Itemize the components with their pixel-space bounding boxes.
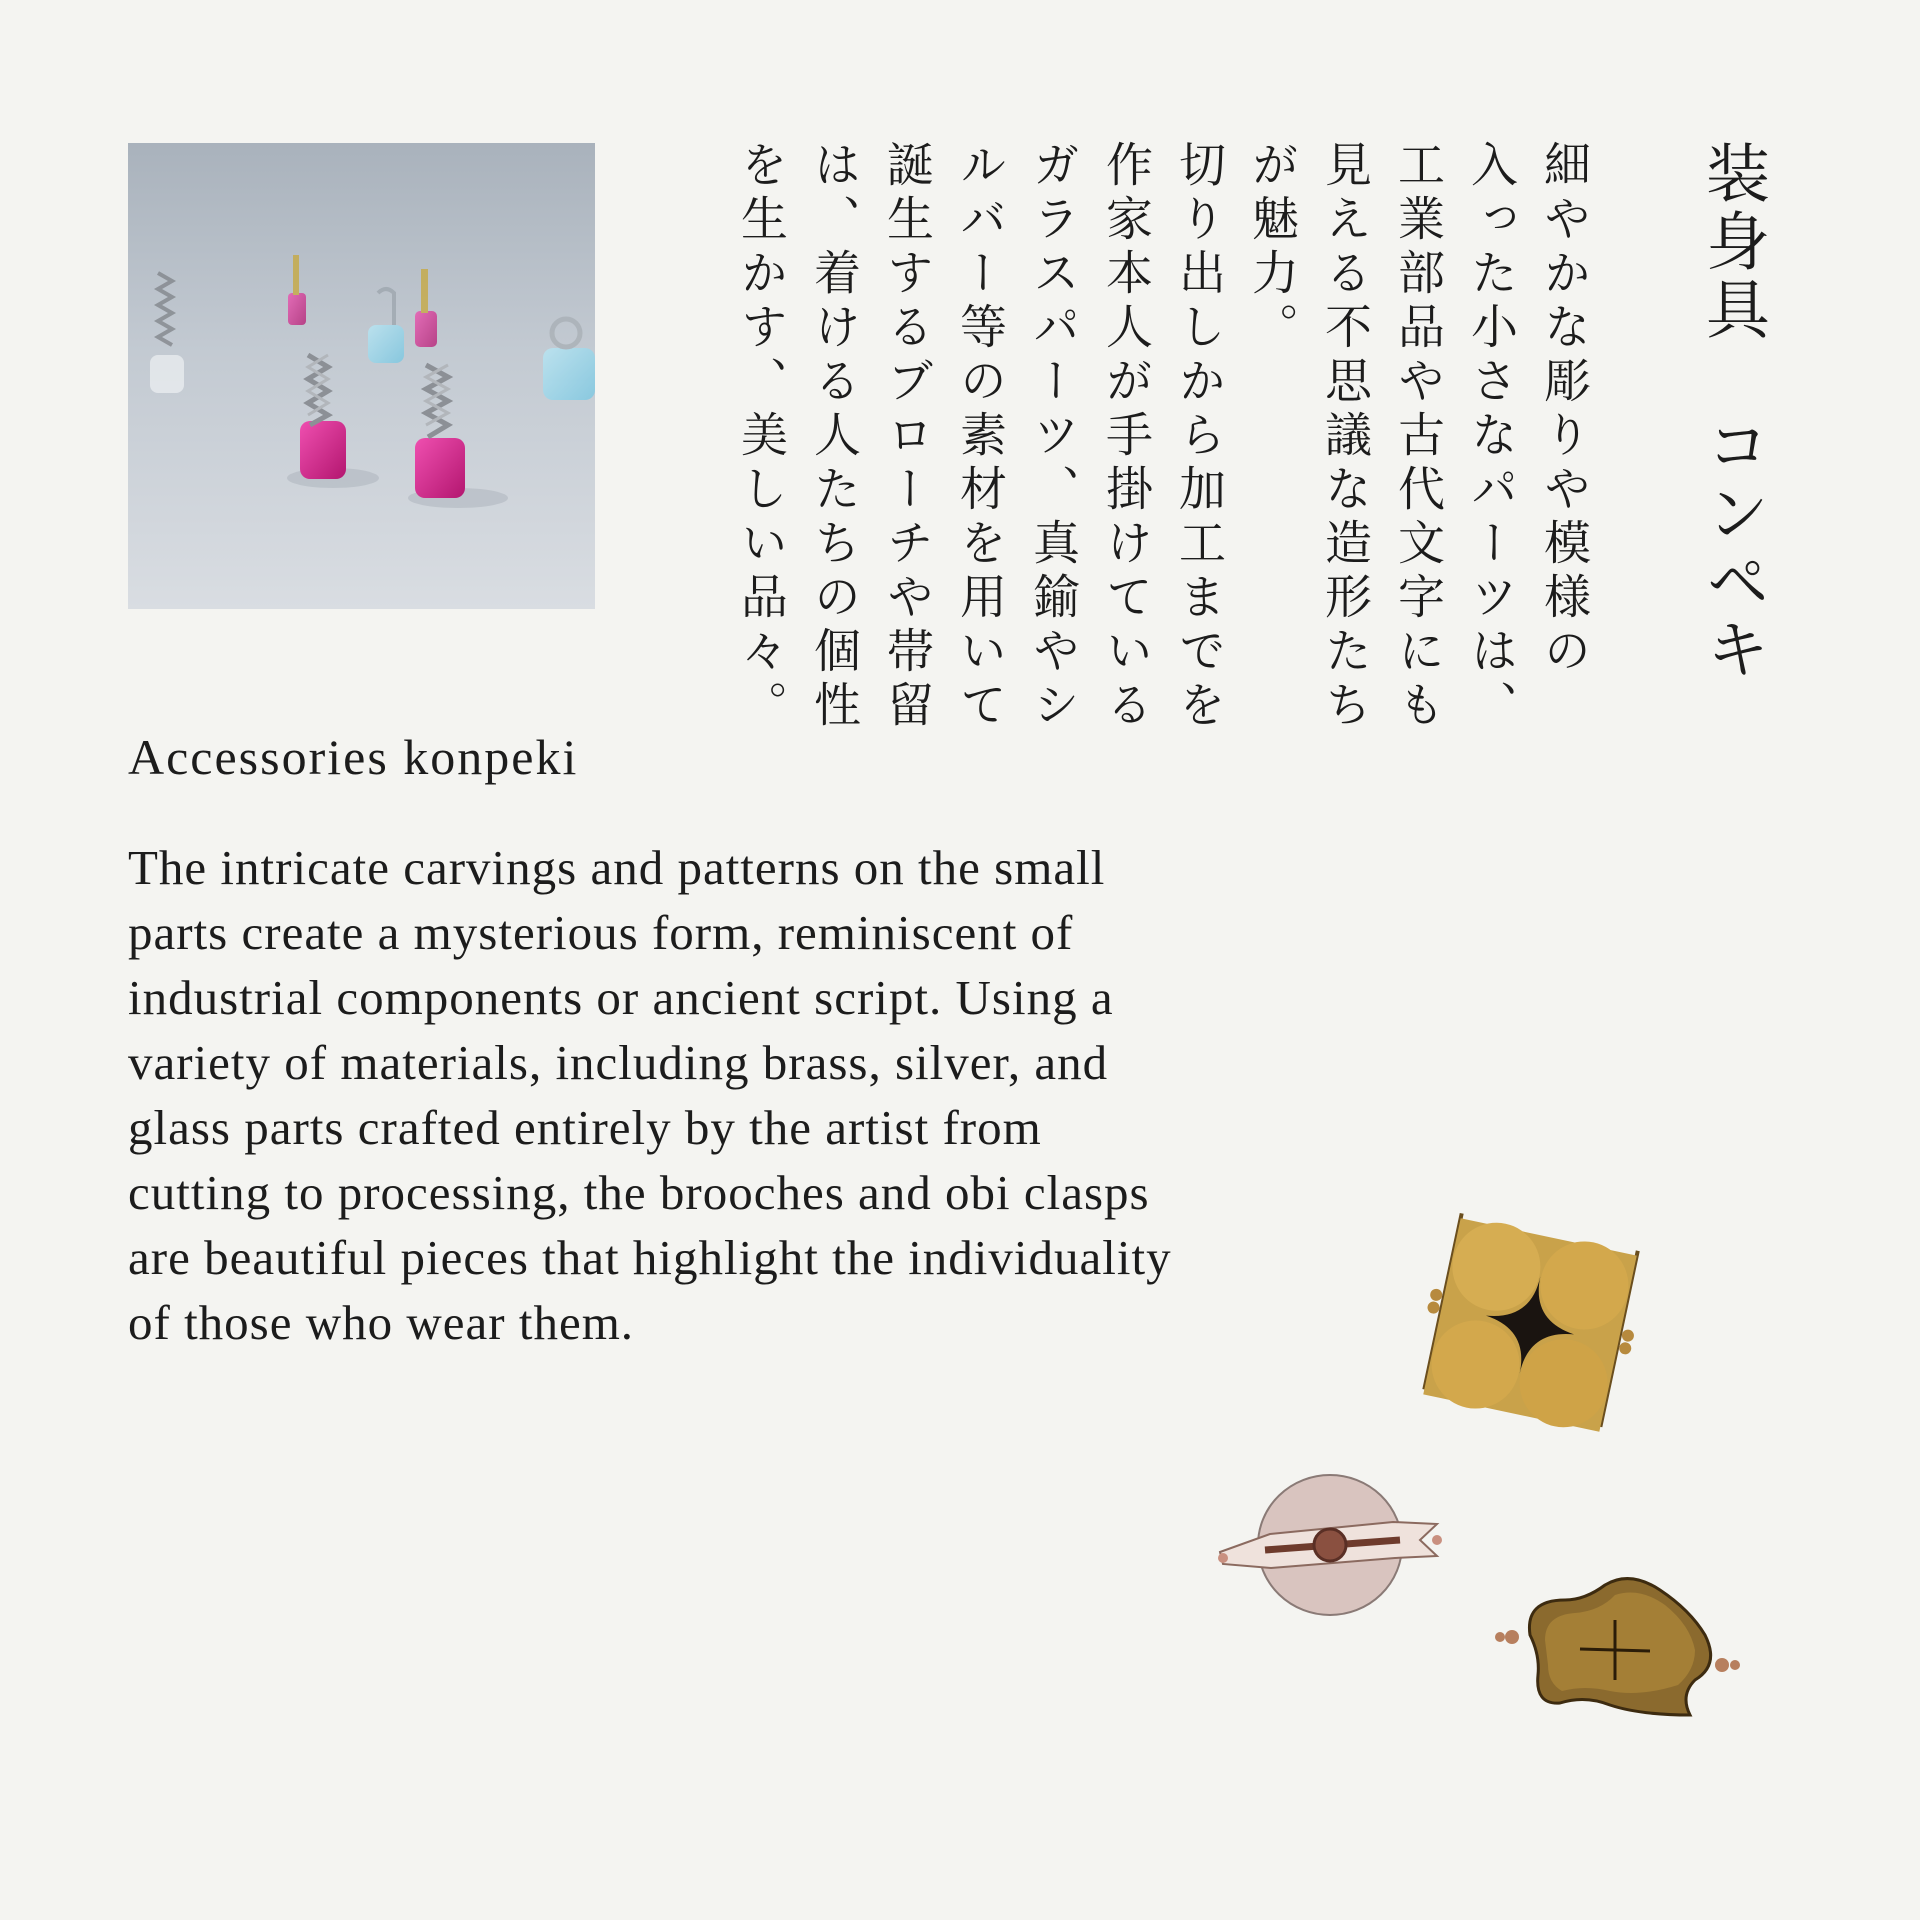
en-title: Accessories konpeki xyxy=(128,729,579,785)
product-photo-glass-accessories xyxy=(128,143,595,609)
silver-brooch-image-2 xyxy=(1215,1460,1445,1620)
brass-brooch-image-1 xyxy=(1410,1210,1650,1440)
jp-title: 装身具 コンペキ xyxy=(1695,140,1769,684)
brass-obi-clasp-image-3 xyxy=(1490,1565,1750,1725)
en-description: The intricate carvings and patterns on the small parts create a mysterious form, reminiscent of industrial components or ancient script. Using a variety of materials, including brass, silver, and glass parts crafted entirely by the artist from cutting to processing, the brooches and obi clasps are beautiful pieces that highlight the individuality of those who wear them. xyxy=(128,840,1172,1350)
jp-description: 細やかな彫りや模様の 入った小さなパーツは、 工業部品や古代文字にも 見える不思議な造形たち が魅力。 切り出しから加工までを 作家本人が手掛けている ガラスパーツ、真鍮やシ ルバー等の素材を用いて 誕生するブローチや帯留 は、着ける人たちの個性 を生かす、美しい品々。 xyxy=(733,140,1591,734)
